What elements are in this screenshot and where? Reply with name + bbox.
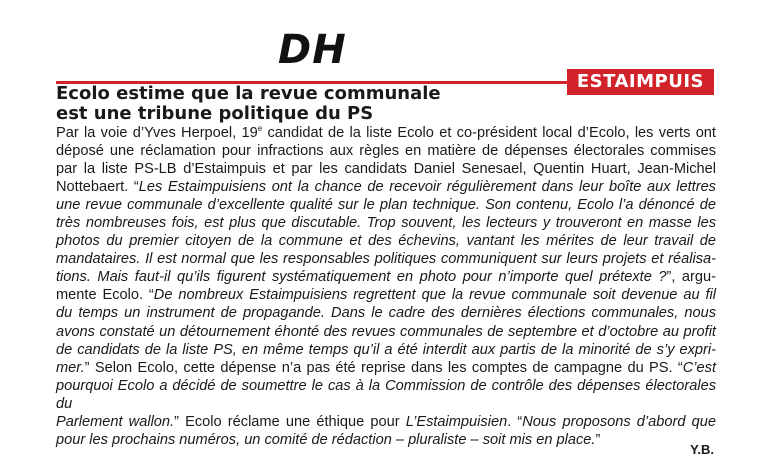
- body-line: [56, 214, 716, 232]
- body-line: [56, 341, 716, 359]
- headline-line-2: est une tribune politique du PS: [56, 103, 374, 124]
- body-text: ” Ecolo réclame une éthique pour: [174, 413, 406, 430]
- quote-text: C’est: [682, 359, 716, 376]
- quote-text: De nombreux Estaimpuisiens regrettent que la revue communale soit devenue au fil: [153, 287, 717, 304]
- body-line: [56, 142, 716, 160]
- body-line: [56, 232, 716, 250]
- body-line: [56, 413, 716, 431]
- author-signature: Y.B.: [690, 442, 714, 457]
- body-line: [56, 178, 716, 196]
- quote-text: Nous proposons d’abord que: [522, 413, 716, 430]
- body-text: mente Ecolo. “: [56, 287, 154, 304]
- section-tag: ESTAIMPUIS: [567, 69, 714, 95]
- body-line: [56, 286, 716, 304]
- ordinal-suffix: e: [257, 124, 263, 133]
- body-line: [56, 160, 716, 178]
- article-headline: [56, 84, 516, 124]
- body-line: [56, 377, 716, 413]
- quote-text: mandataires. Il est normal que les responsables politiques communiquent sur leurs projets et réalisa-: [56, 251, 716, 268]
- headline-line-1: Ecolo estime que la revue communale: [56, 83, 441, 104]
- body-line: [56, 304, 716, 322]
- quote-text: pourquoi Ecolo a décidé de soumettre le cas à la Commission de contrôle des dépenses électorales du: [56, 377, 716, 412]
- body-line: [56, 268, 716, 286]
- body-text: Par la voie d’Yves Herpoel, 19: [56, 125, 258, 141]
- quote-text: mer.: [56, 359, 85, 376]
- quote-text: très nombreuses fois, est plus que discutable. Trop souvent, les lecteurs y trouveront en masse les: [56, 215, 716, 232]
- quote-text: de candidats de la liste PS, en même temps qu’il a été interdit aux partis de la minorité de s’y expri-: [56, 341, 716, 358]
- body-line: [56, 431, 716, 449]
- quote-text: pour les prochains numéros, un comité de rédaction – pluraliste – soit mis en place.: [56, 431, 596, 448]
- body-text: par la liste PS-LB d’Estaimpuis et par les candidats Daniel Senesael, Quentin Huart, Jean-Michel: [56, 161, 716, 178]
- body-text: déposé une réclamation pour infractions aux règles en matière de dépenses électorales commises: [56, 143, 716, 160]
- quote-text: Les Estaimpuisiens ont la chance de recevoir régulièrement dans leur boîte aux lettres: [138, 179, 716, 196]
- quote-text: Parlement wallon.: [56, 413, 175, 430]
- body-text: Nottebaert. “: [56, 179, 139, 196]
- body-text: ”, argu-: [666, 269, 716, 286]
- body-line: [56, 196, 716, 214]
- quote-text: du temps un instrument de propagande. Dans le cadre des dernières élections communales, nous: [56, 305, 716, 322]
- quote-text: une revue communale d’excellente qualité sur le plan technique. Son contenu, Ecolo l’a dénoncé de: [56, 197, 716, 214]
- body-text: candidat de la liste Ecolo et co-président local d’Ecolo, les verts ont: [262, 125, 716, 141]
- quote-text: L’Estaimpuisien: [405, 413, 508, 430]
- quote-text: avons constaté un détournement éhonté des revues communales de septembre et d’octobre au profit: [56, 323, 716, 340]
- body-text: ”: [595, 431, 601, 448]
- body-text: ” Selon Ecolo, cette dépense n’a pas été reprise dans les comptes de campagne du PS. “: [84, 359, 683, 376]
- article-body: [56, 124, 716, 449]
- body-line: [56, 124, 716, 142]
- body-line: [56, 359, 716, 377]
- quote-text: photos du premier citoyen de la commune et des échevins, vantant les mérites de leur travail de: [56, 233, 716, 250]
- body-line: [56, 323, 716, 341]
- body-text: . “: [507, 413, 523, 430]
- body-line: [56, 250, 716, 268]
- newspaper-masthead: DH: [278, 27, 347, 73]
- quote-text: tions. Mais faut-il qu’ils figurent systématiquement en photo pour n’importe quel prétexte ?: [56, 269, 667, 286]
